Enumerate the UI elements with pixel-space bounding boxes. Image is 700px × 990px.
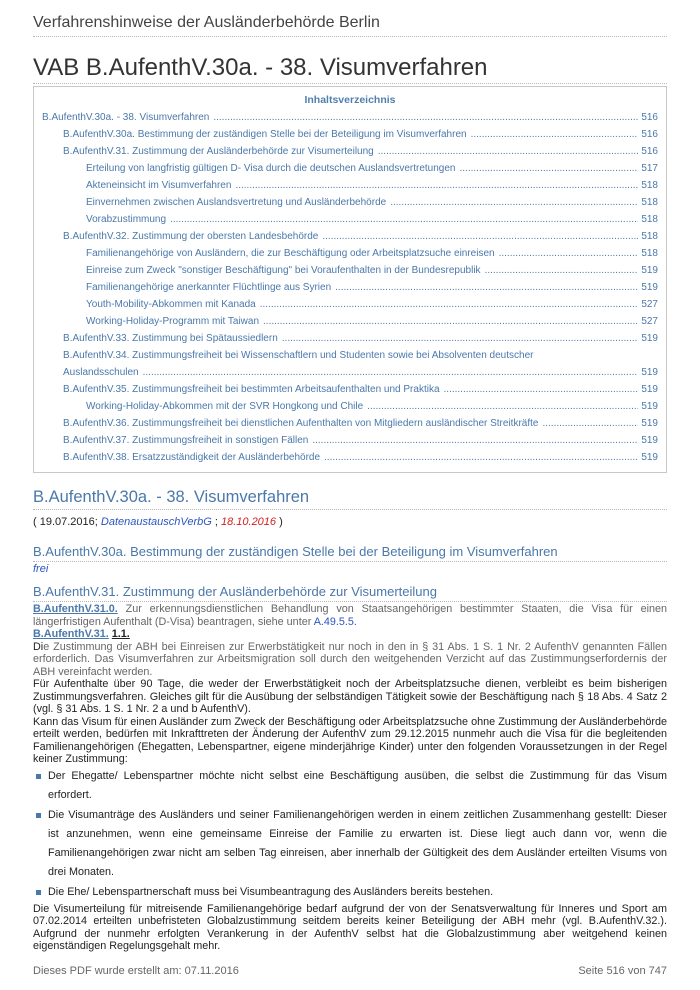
toc-entry[interactable]	[42, 245, 658, 262]
toc-entry[interactable]	[42, 262, 658, 279]
toc-entry-text: Einvernehmen zwischen Auslandsvertretung und Ausländerbehörde	[86, 197, 387, 208]
meta-date: 18.10.2016	[220, 516, 277, 528]
bullet-square-icon	[36, 774, 41, 779]
header-divider	[33, 36, 667, 37]
toc-page-number: 519	[641, 384, 658, 395]
toc-page-number: 527	[641, 299, 658, 310]
toc-entry-text: Auslandsschulen	[63, 367, 139, 378]
toc-entry[interactable]	[42, 432, 658, 449]
page-footer	[33, 965, 667, 977]
toc-leader	[322, 228, 638, 245]
toc-entry[interactable]	[42, 279, 658, 296]
toc-entry-text: B.AufenthV.35. Zustimmungsfreiheit bei bestimmten Arbeitsaufenthalten und Praktika	[63, 384, 440, 395]
toc-leader	[282, 330, 639, 347]
toc-entry[interactable]	[42, 330, 658, 347]
subsection-30a-divider	[33, 561, 667, 562]
toc-page-number: 519	[641, 452, 658, 463]
toc-page-number: 519	[641, 265, 658, 276]
paragraph-31-0	[33, 603, 667, 628]
toc-entry-text: Working-Holiday-Programm mit Taiwan	[86, 316, 260, 327]
ref-31[interactable]: B.AufenthV.31.	[33, 628, 109, 640]
link-a-49-5-5[interactable]: A.49.5.5.	[313, 615, 357, 628]
paragraph-aufenthalte: Für Aufenthalte über 90 Tage, die weder der Erwerbstätigkeit noch der Arbeitsplatzsuche dienen, verbleibt es beim bisherigen Zustimmungsverfahren. Gleiches gilt für die Ausübung der selbständigen Tätigkeit sowie der Beschäftigung nach § 18 Abs. 4 Satz 2 (vgl. § 31 Abs. 1 S. 1 Nr. 2 a und b AufenthV).	[33, 678, 667, 715]
list-item	[33, 883, 667, 902]
toc-entry[interactable]	[42, 398, 658, 415]
subsection-30a-title: B.AufenthV.30a. Bestimmung der zuständigen Stelle bei der Beteiligung im Visumverfahren	[33, 544, 558, 559]
toc-page-number: 518	[641, 180, 658, 191]
document-header-title: Verfahrenshinweise der Ausländerbehörde Berlin	[33, 14, 380, 31]
toc-leader	[335, 279, 638, 296]
toc-leader	[499, 245, 639, 262]
subsection-31-divider	[33, 601, 667, 602]
toc-entry[interactable]	[42, 364, 658, 381]
toc-entry-text: B.AufenthV.30a. Bestimmung der zuständigen Stelle bei der Beteiligung im Visumverfahren	[63, 129, 467, 140]
section-divider	[33, 509, 667, 510]
toc-leader	[471, 126, 639, 143]
toc-entry-text: B.AufenthV.31. Zustimmung der Ausländerbehörde zur Visumerteilung	[63, 146, 374, 157]
footer-created: Dieses PDF wurde erstellt am: 07.11.2016	[33, 965, 239, 977]
meta-law-link[interactable]: DatenaustauschVerbG	[100, 516, 212, 528]
paragraph-visum-ohne-zustimmung: Kann das Visum für einen Ausländer zum Zweck der Beschäftigung oder Arbeitsplatzsuche ohne Zustimmung der Ausländerbehörde erteilt werden, bedürfen mit Inkrafttreten der Änderung der AufenthV zum 29.12.2015 nunmehr auch die Visa für die begleitenden Familienangehörigen (Ehegatten, Lebenspartner, eigene minderjährige Kinder) unter den folgenden Voraussetzungen in der Regel keiner Zustimmung:	[33, 715, 667, 765]
title-divider	[33, 83, 667, 84]
toc-entry-text: Familienangehörige von Ausländern, die zur Beschäftigung oder Arbeitsplatzsuche einreisen	[86, 248, 495, 259]
toc-entry-text: B.AufenthV.32. Zustimmung der obersten Landesbehörde	[63, 231, 319, 242]
toc-page-number: 519	[641, 333, 658, 344]
toc-entry[interactable]	[42, 296, 658, 313]
bullet-square-icon	[36, 890, 41, 895]
toc-page-number: 517	[641, 163, 658, 174]
toc-entry[interactable]	[42, 211, 658, 228]
toc-page-number: 518	[641, 214, 658, 225]
meta-sep: ;	[214, 516, 218, 528]
toc-page-number: 516	[641, 112, 658, 123]
toc-page-number: 518	[641, 197, 658, 208]
toc-entry[interactable]	[42, 160, 658, 177]
toc-entry-text: B.AufenthV.30a. - 38. Visumverfahren	[42, 112, 210, 123]
toc-entry[interactable]	[42, 177, 658, 194]
toc-entry[interactable]	[42, 194, 658, 211]
toc-leader	[312, 432, 638, 449]
list-item	[33, 767, 667, 805]
toc-entry[interactable]	[42, 109, 658, 126]
toc-heading: Inhaltsverzeichnis	[304, 94, 396, 106]
bullet-square-icon	[36, 813, 41, 818]
toc-entry[interactable]	[42, 381, 658, 398]
toc-entry-text: Erteilung von langfristig gültigen D- Visa durch die deutschen Auslandsvertretungen	[86, 163, 456, 174]
list-item-text: Der Ehegatte/ Lebenspartner möchte nicht selbst eine Beschäftigung ausüben, die selbst die Zustimmung für das Visum erfordert.	[48, 769, 667, 801]
list-item	[33, 806, 667, 882]
section-title: B.AufenthV.30a. - 38. Visumverfahren	[33, 488, 310, 506]
toc-entry-text: B.AufenthV.37. Zustimmungsfreiheit in sonstigen Fällen	[63, 435, 309, 446]
toc-entry-text: Familienangehörige anerkannter Flüchtlinge aus Syrien	[86, 282, 332, 293]
toc-entry-text: Akteneinsicht im Visumverfahren	[86, 180, 232, 191]
toc-entry[interactable]	[42, 228, 658, 245]
ref-31-0[interactable]: B.AufenthV.31.0.	[33, 603, 118, 615]
toc-leader	[143, 364, 639, 381]
paragraph-31-0-text: Zur erkennungsdienstlichen Behandlung von Staatsangehörigen bestimmter Staaten, die Visa für einen längerfristigen Aufenthalt (D-Visa) beantragen, siehe unter	[33, 603, 667, 628]
toc-page-number: 519	[641, 435, 658, 446]
list-item-text: Die Visumanträge des Ausländers und seiner Familienangehörigen werden in einem zeitlichen Zusammenhang gestellt: Dieser ist anzunehmen, wenn eine gemeinsame Einreise der Familie zu erwarten ist. Diese liegt auch dann vor, wenn die Familienangehörigen zwar nicht am selben Tag einreisen, aber innerhalb der Gültigkeit des dem Ausländer erteilten Visums von drei Monaten.	[48, 808, 667, 878]
ref-1-1: 1.1.	[111, 628, 130, 640]
toc-entry-text: Einreise zum Zweck "sonstiger Beschäftigung" bei Voraufenthalten in der Bundesrepublik	[86, 265, 481, 276]
toc-entry-text: B.AufenthV.38. Ersatzzuständigkeit der Ausländerbehörde	[63, 452, 321, 463]
toc-page-number: 519	[641, 418, 658, 429]
toc-page-number: 516	[641, 129, 658, 140]
toc-page-number: 519	[641, 367, 658, 378]
meta-open: ( 19.07.2016;	[33, 516, 98, 528]
paragraph-31-1-1	[33, 641, 667, 679]
toc-entry-text: Working-Holiday-Abkommen mit der SVR Hongkong und Chile	[86, 401, 364, 412]
subsection-31-title: B.AufenthV.31. Zustimmung der Ausländerbehörde zur Visumerteilung	[33, 584, 437, 599]
toc-entry[interactable]	[42, 143, 658, 160]
toc-entry-text: Youth-Mobility-Abkommen mit Kanada	[86, 299, 256, 310]
paragraph-globalzustimmung: Die Visumerteilung für mitreisende Familienangehörige bedarf aufgrund der von der Senatsverwaltung für Inneres und Sport am 07.02.2014 erteilten unbefristeten Globalzustimmung seitdem bereits keiner Beteiligung der ABH mehr (vgl. B.AufenthV.32.). Aufgrund der nunmehr erfolgten Verankerung in der AufenthV selbst hat die Globalzustimmung aber weitgehend keinen eigenständigen Regelungsgehalt mehr.	[33, 902, 667, 952]
toc-page-number: 527	[641, 316, 658, 327]
toc-entry-text: Vorabzustimmung	[86, 214, 167, 225]
toc-entry-text: B.AufenthV.33. Zustimmung bei Spätaussiedlern	[63, 333, 278, 344]
toc-list	[42, 109, 658, 466]
toc-page-number: 516	[641, 146, 658, 157]
paragraph-31-1-1-ref	[33, 628, 667, 641]
meta-close: )	[279, 516, 283, 528]
toc-leader	[263, 313, 638, 330]
toc-entry[interactable]	[42, 313, 658, 330]
toc-page-number: 518	[641, 231, 658, 242]
toc-leader	[170, 211, 638, 228]
footer-page-number: Seite 516 von 747	[578, 965, 667, 977]
subsection-30a-note: frei	[33, 563, 49, 575]
toc-leader	[213, 109, 638, 126]
paragraph-31-1-1-start: Di	[33, 640, 44, 653]
paragraph-31-1-1-text: e Zustimmung der ABH bei Einreisen zur Erwerbstätigkeit nur noch in den in § 31 Abs. 1 S. 1 Nr. 2 AufenthV genannten Fällen erforderlich. Das Visumverfahren zur Arbeitsmigration soll durch den weitgehenden Verzicht auf das Zustimmungserfordernis der ABH vereinfacht werden.	[33, 640, 667, 678]
toc-entry[interactable]	[42, 415, 658, 432]
table-of-contents	[33, 86, 667, 473]
toc-page-number: 519	[641, 401, 658, 412]
toc-entry[interactable]	[42, 449, 658, 466]
toc-entry-text[interactable]: B.AufenthV.34. Zustimmungsfreiheit bei Wissenschaftlern und Studenten sowie bei Absolventen deutscher	[63, 350, 534, 361]
toc-leader	[367, 398, 638, 415]
toc-leader	[444, 381, 639, 398]
toc-entry[interactable]	[42, 126, 658, 143]
toc-page-number: 519	[641, 282, 658, 293]
toc-leader	[324, 449, 638, 466]
toc-page-number: 518	[641, 248, 658, 259]
list-item-text: Die Ehe/ Lebenspartnerschaft muss bei Visumbeantragung des Ausländers bereits bestehen.	[48, 885, 494, 898]
toc-leader	[260, 296, 639, 313]
toc-leader	[378, 143, 639, 160]
toc-leader	[542, 415, 638, 432]
toc-leader	[390, 194, 638, 211]
toc-entry-text: B.AufenthV.36. Zustimmungsfreiheit bei dienstlichen Aufenthalten von Mitgliedern ausländischer Streitkräfte	[63, 418, 539, 429]
page-title: VAB B.AufenthV.30a. - 38. Visumverfahren	[33, 54, 488, 81]
section-meta	[33, 516, 283, 528]
conditions-list	[33, 767, 667, 902]
toc-leader	[485, 262, 639, 279]
toc-leader	[460, 160, 639, 177]
toc-leader	[235, 177, 638, 194]
subsection-31-body	[33, 603, 667, 953]
